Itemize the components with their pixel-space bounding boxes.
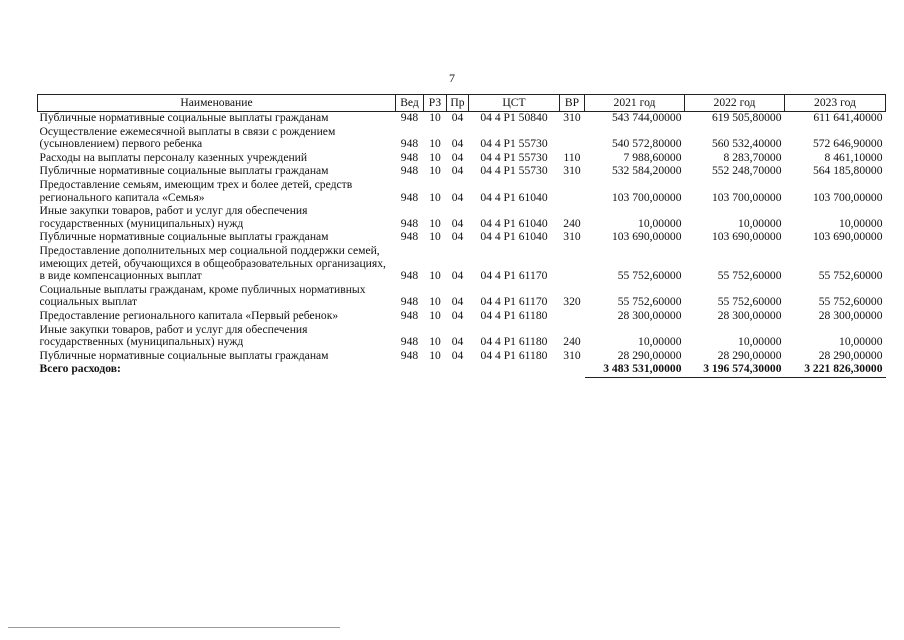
row-2022: 8 283,70000 [723, 150, 782, 164]
row-2023: 103 700,00000 [812, 190, 883, 204]
header-rz: РЗ [424, 95, 447, 112]
total-row [38, 363, 886, 377]
header-2023: 2023 год [785, 95, 886, 112]
row-2022: 28 300,00000 [717, 308, 782, 322]
row-pr: 04 [451, 335, 464, 349]
row-pr: 04 [451, 111, 464, 124]
row-name: Иные закупки товаров, работ и услуг для обеспечения государственных (муниципальных) нужд [39, 204, 308, 230]
header-ved: Вед [396, 95, 424, 112]
row-2022: 560 532,40000 [711, 137, 782, 151]
row-rz: 10 [429, 348, 441, 362]
row-rz: 10 [429, 137, 441, 151]
row-ved: 948 [400, 150, 419, 164]
table-row [38, 245, 886, 284]
row-vr: 310 [563, 111, 581, 124]
row-vr: 240 [563, 216, 581, 230]
table-body [38, 112, 886, 378]
row-rz: 10 [429, 216, 441, 230]
row-rz: 10 [429, 190, 441, 204]
row-cst: 04 4 P1 61040 [480, 190, 548, 204]
row-name: Расходы на выплаты персоналу казенных учреждений [39, 150, 308, 164]
row-2021: 103 690,00000 [611, 230, 682, 244]
row-pr: 04 [451, 190, 464, 204]
table-row [38, 284, 886, 310]
header-pr: Пр [447, 95, 469, 112]
row-ved: 948 [400, 137, 419, 151]
total-label: Всего расходов: [39, 362, 121, 376]
row-2021: 543 744,00000 [611, 111, 682, 124]
table-row [38, 152, 886, 166]
table-row [38, 324, 886, 350]
row-name: Предоставление регионального капитала «Первый ребенок» [39, 308, 339, 322]
row-cst: 04 4 P1 61040 [480, 230, 548, 244]
row-name: Публичные нормативные социальные выплаты гражданам [39, 111, 329, 124]
row-2022: 10,00000 [738, 216, 782, 230]
row-name: Публичные нормативные социальные выплаты гражданам [39, 348, 329, 362]
total-2021: 3 483 531,00000 [585, 363, 685, 377]
row-2022: 103 690,00000 [711, 230, 782, 244]
row-rz: 10 [429, 308, 441, 322]
row-2021: 55 752,60000 [617, 269, 682, 283]
page-number: 7 [449, 71, 455, 85]
header-cst: ЦСТ [469, 95, 560, 112]
row-ved: 948 [400, 308, 419, 322]
row-2023: 572 646,90000 [812, 137, 883, 151]
row-vr [560, 245, 585, 284]
row-2021: 532 584,20000 [611, 164, 682, 178]
row-rz: 10 [429, 150, 441, 164]
row-vr: 310 [563, 348, 581, 362]
row-2022: 103 700,00000 [711, 190, 782, 204]
row-cst: 04 4 P1 61170 [480, 269, 548, 283]
row-cst: 04 4 P1 61040 [480, 216, 548, 230]
table-row [38, 112, 886, 126]
row-rz: 10 [429, 335, 441, 349]
row-2021: 540 572,80000 [611, 137, 682, 151]
table-row [38, 126, 886, 152]
row-name: Предоставление семьям, имеющим трех и более детей, средств регионального капитала «Семья» [39, 177, 353, 204]
row-2023: 103 690,00000 [812, 230, 883, 244]
row-cst: 04 4 P1 61180 [480, 335, 548, 349]
row-ved: 948 [400, 111, 419, 124]
row-cst: 04 4 P1 61170 [480, 295, 548, 309]
row-2021: 7 988,60000 [623, 150, 682, 164]
row-2022: 619 505,80000 [711, 111, 782, 124]
row-pr: 04 [451, 216, 464, 230]
row-vr: 110 [563, 150, 581, 164]
total-2023: 3 221 826,30000 [785, 363, 886, 377]
row-vr: 310 [563, 230, 581, 244]
row-2021: 103 700,00000 [611, 190, 682, 204]
row-2023: 564 185,80000 [812, 164, 883, 178]
row-ved: 948 [400, 216, 419, 230]
row-cst: 04 4 P1 61180 [480, 348, 548, 362]
row-rz: 10 [429, 230, 441, 244]
row-2021: 55 752,60000 [617, 295, 682, 309]
row-vr [560, 310, 585, 324]
row-rz: 10 [429, 269, 441, 283]
row-ved: 948 [400, 295, 419, 309]
row-cst: 04 4 P1 61180 [480, 308, 548, 322]
row-2023: 10,00000 [839, 335, 883, 349]
header-2021: 2021 год [585, 95, 685, 112]
row-name: Социальные выплаты гражданам, кроме публичных нормативных социальных выплат [39, 282, 366, 309]
row-rz: 10 [429, 295, 441, 309]
row-2023: 10,00000 [839, 216, 883, 230]
table-row [38, 205, 886, 231]
row-2022: 55 752,60000 [717, 269, 782, 283]
row-2023: 611 641,40000 [813, 111, 883, 124]
row-ved: 948 [400, 230, 419, 244]
row-ved: 948 [400, 348, 419, 362]
row-name: Осуществление ежемесячной выплаты в связи с рождением (усыновлением) первого ребенка [39, 124, 336, 151]
row-rz: 10 [429, 111, 441, 124]
row-2023: 28 300,00000 [818, 308, 883, 322]
table-header-row [38, 95, 886, 112]
header-vr: ВР [560, 95, 585, 112]
table-row [38, 231, 886, 245]
row-2023: 55 752,60000 [818, 295, 883, 309]
row-vr [560, 179, 585, 205]
row-2023: 8 461,10000 [824, 150, 883, 164]
row-2022: 28 290,00000 [717, 348, 782, 362]
row-cst: 04 4 P1 55730 [480, 164, 548, 178]
row-vr: 310 [563, 164, 581, 178]
row-pr: 04 [451, 269, 464, 283]
row-2021: 10,00000 [638, 335, 682, 349]
row-cst: 04 4 P1 55730 [480, 150, 548, 164]
row-pr: 04 [451, 164, 464, 178]
row-name: Предоставление дополнительных мер социальной поддержки семей, имеющих детей, обучающихся в общеобразовательных организациях, в виде компенсационных выплат [39, 243, 386, 283]
row-rz: 10 [429, 164, 441, 178]
row-2023: 28 290,00000 [818, 348, 883, 362]
row-vr: 320 [563, 295, 581, 309]
row-vr [560, 126, 585, 152]
row-2022: 55 752,60000 [717, 295, 782, 309]
header-name: Наименование [38, 95, 396, 112]
row-ved: 948 [400, 164, 419, 178]
row-ved: 948 [400, 269, 419, 283]
row-ved: 948 [400, 335, 419, 349]
row-2023: 55 752,60000 [818, 269, 883, 283]
row-name: Иные закупки товаров, работ и услуг для обеспечения государственных (муниципальных) нужд [39, 322, 308, 349]
row-pr: 04 [451, 230, 464, 244]
row-pr: 04 [451, 308, 464, 322]
row-2021: 28 290,00000 [617, 348, 682, 362]
row-2021: 10,00000 [638, 216, 682, 230]
row-2022: 10,00000 [738, 335, 782, 349]
row-2021: 28 300,00000 [617, 308, 682, 322]
table-row [38, 310, 886, 324]
row-vr: 240 [563, 335, 581, 349]
row-cst: 04 4 P1 55730 [480, 137, 548, 151]
row-pr: 04 [451, 137, 464, 151]
row-cst: 04 4 P1 50840 [480, 111, 548, 124]
table-row [38, 350, 886, 364]
table-row [38, 165, 886, 179]
header-2022: 2022 год [685, 95, 785, 112]
row-pr: 04 [451, 348, 464, 362]
row-pr: 04 [451, 150, 464, 164]
table-row [38, 179, 886, 205]
row-ved: 948 [400, 190, 419, 204]
row-pr: 04 [451, 295, 464, 309]
row-name: Публичные нормативные социальные выплаты гражданам [39, 164, 329, 178]
row-name: Публичные нормативные социальные выплаты гражданам [39, 230, 329, 244]
scan-edge-line [8, 627, 340, 628]
row-2022: 552 248,70000 [711, 164, 782, 178]
budget-table [37, 94, 886, 378]
total-2022: 3 196 574,30000 [685, 363, 785, 377]
